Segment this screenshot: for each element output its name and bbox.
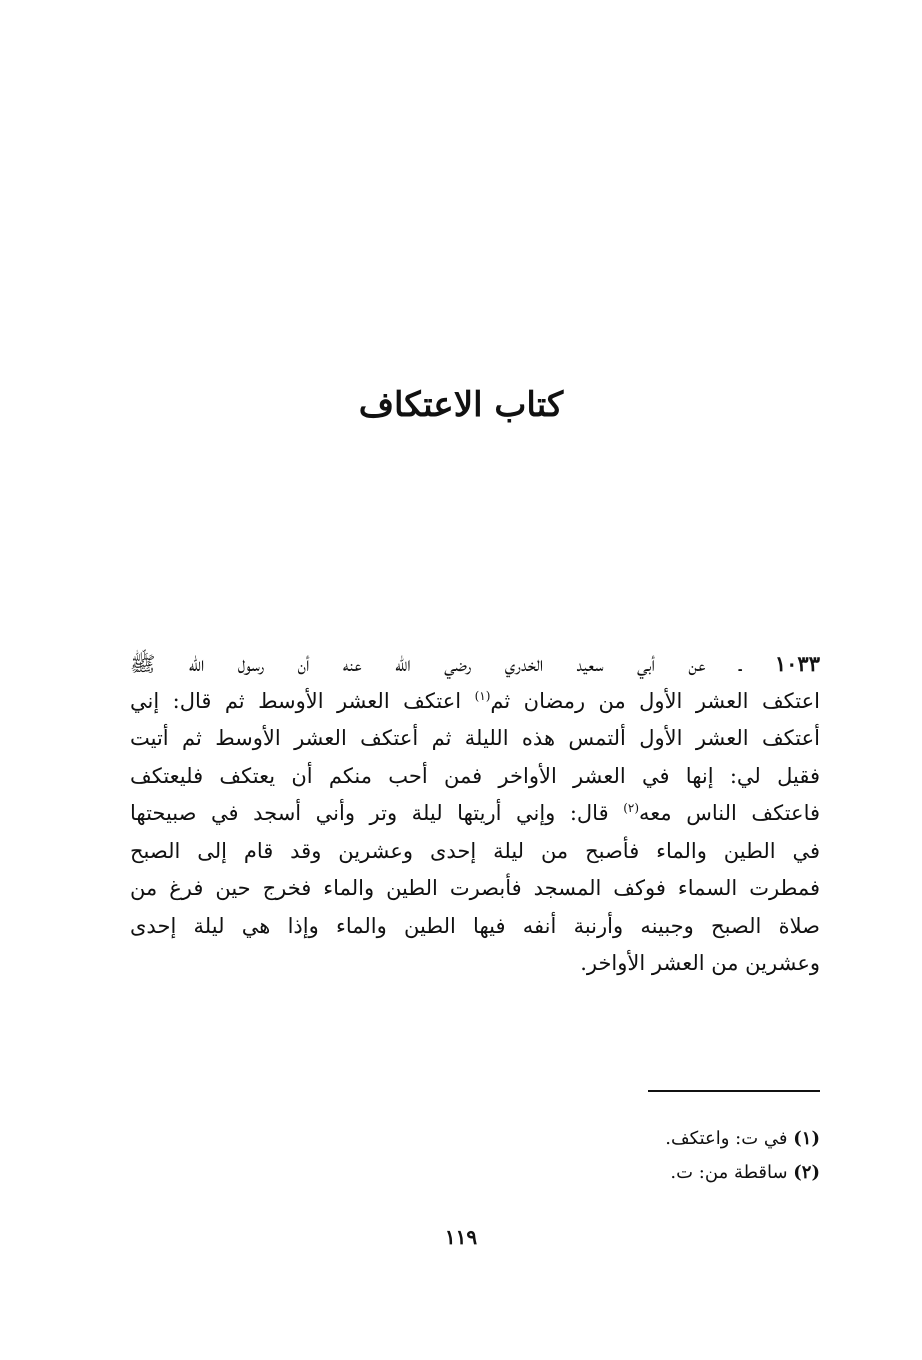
hadith-line-2-text-a: اعتكف العشر الأول من رمضان ثم [490, 688, 820, 713]
hadith-line-2 [130, 683, 820, 721]
hadith-line-4: فقيل لي: إنها في العشر الأواخر فمن أحب منكم أن يعتكف فليعتكف [130, 763, 820, 788]
hadith-line-6: في الطين والماء فأصبح من ليلة إحدى وعشرين وقد قام إلى الصبح [130, 838, 820, 863]
footnote-1-text: في ت: واعتكف. [665, 1128, 788, 1149]
hadith-line-5 [130, 795, 820, 833]
hadith-line-3: أعتكف العشر الأول ألتمس هذه الليلة ثم أعتكف العشر الأوسط ثم أتيت [130, 726, 820, 750]
footnote-2-text: ساقطة من: ت. [670, 1162, 788, 1183]
hadith-line-5-text-a: فاعتكف الناس معه [639, 801, 820, 825]
hadith-text [130, 645, 820, 983]
page-number: ١١٩ [444, 1225, 478, 1249]
chapter-title: كتاب الاعتكاف [358, 384, 564, 425]
hadith-number: ١٠٣٣ [774, 651, 820, 676]
footnote-ref-1[interactable]: (١) [474, 688, 491, 703]
hadith-line-1-text: ـ عن أبي سعيد الخدري رضي الله عنه أن رسول الله ﷺ [130, 652, 742, 676]
footnote-2-number: (٢) [793, 1162, 820, 1183]
footnote-divider [648, 1090, 820, 1092]
hadith-line-7: فمطرت السماء فوكف المسجد فأبصرت الطين والماء فخرج حين فرغ من [130, 876, 820, 900]
footnotes [430, 1122, 820, 1190]
footnote-1-number: (١) [793, 1128, 820, 1149]
footnote-ref-2[interactable]: (٢) [623, 801, 640, 815]
hadith-line-9: وعشرين من العشر الأواخر. [580, 951, 820, 975]
hadith-line-5-text-b: قال: وإني أريتها ليلة وتر وأني أسجد في صبيحتها [130, 801, 609, 825]
hadith-line-1 [130, 645, 820, 683]
footnote-1 [430, 1122, 820, 1156]
hadith-line-2-text-b: اعتكف العشر الأوسط ثم قال: إني [130, 688, 462, 713]
hadith-line-8: صلاة الصبح وجبينه وأرنبة أنفه فيها الطين والماء وإذا هي ليلة إحدى [130, 913, 820, 938]
footnote-2 [430, 1156, 820, 1190]
